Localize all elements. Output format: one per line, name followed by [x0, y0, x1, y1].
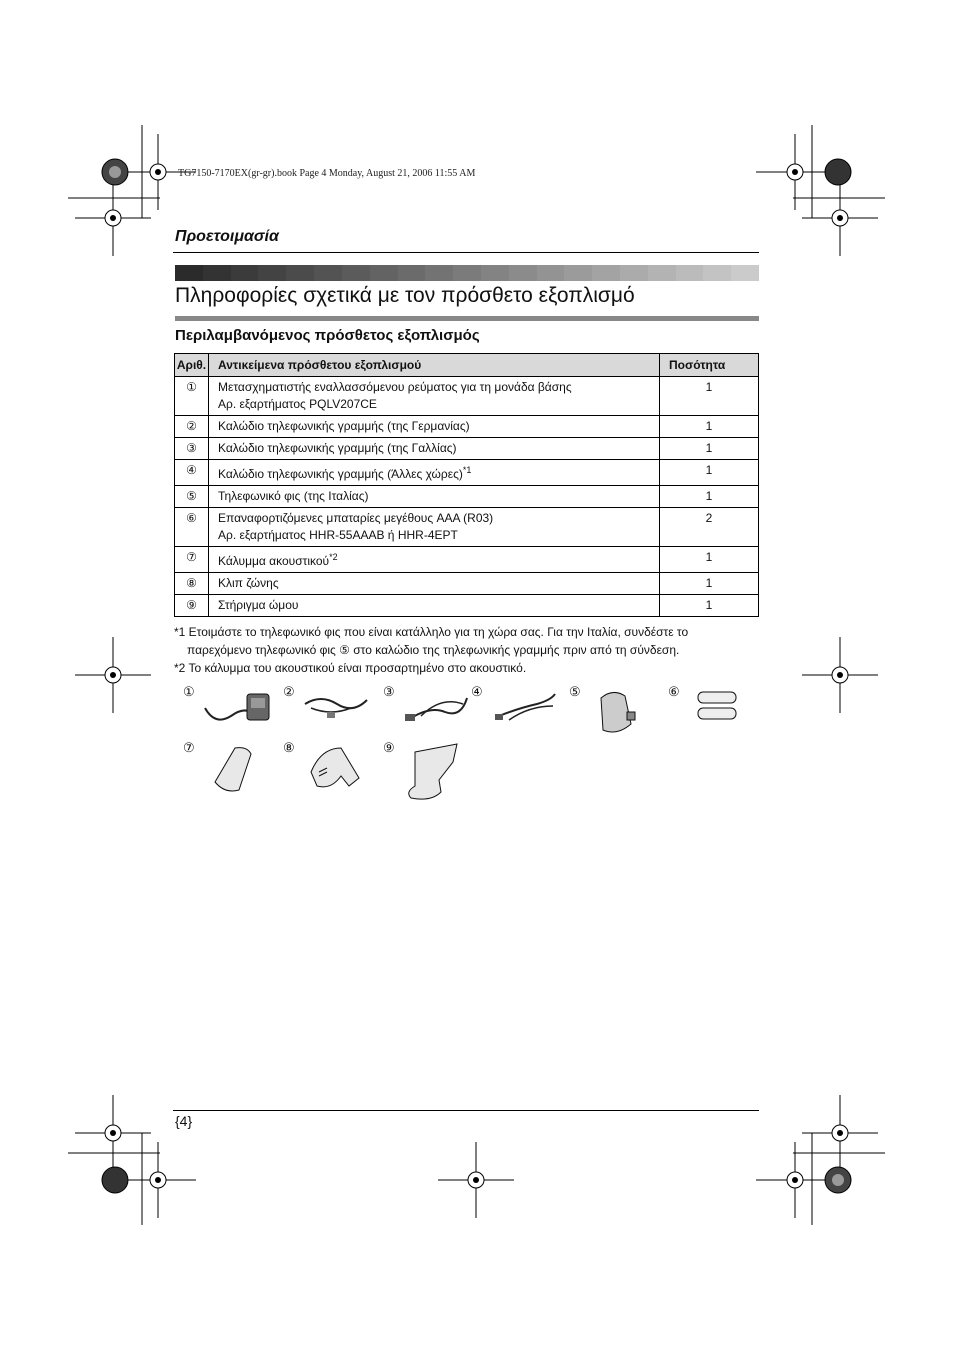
accessory-batteries — [668, 684, 764, 756]
ac-adaptor-icon — [201, 686, 271, 731]
battery-icon — [686, 686, 746, 726]
table-row — [175, 486, 759, 508]
table-row — [175, 416, 759, 438]
row-number: ⑥ — [175, 508, 209, 547]
accessory-number: ① — [183, 684, 195, 699]
page-title: Πληροφορίες σχετικά με τον πρόσθετο εξοπλισμό — [175, 284, 635, 307]
row-quantity: 2 — [660, 508, 759, 547]
accessory-shoulder-rest — [383, 740, 479, 812]
item-line-1: Επαναφορτιζόμενες μπαταρίες μεγέθους AAA (R03) — [218, 511, 494, 525]
footnote-1-line-2: παρεχόμενο τηλεφωνικό φις ⑤ στο καλώδιο της τηλεφωνικής γραμμής πριν από τη σύνδεση. — [187, 643, 680, 657]
item-line-2: Αρ. εξαρτήματος PQLV207CE — [218, 397, 377, 411]
title-underline — [175, 316, 759, 321]
accessory-cord-other — [471, 684, 567, 756]
table-row — [175, 438, 759, 460]
accessory-number: ⑨ — [383, 740, 395, 755]
row-quantity: 1 — [660, 547, 759, 573]
phone-cord-icon — [301, 686, 371, 731]
row-item: Καλώδιο τηλεφωνικής γραμμής (της Γαλλίας) — [209, 438, 660, 460]
table-row — [175, 573, 759, 595]
row-number: ③ — [175, 438, 209, 460]
row-number: ② — [175, 416, 209, 438]
column-header-item: Αντικείμενα πρόσθετου εξοπλισμού — [209, 354, 660, 377]
accessory-number: ⑥ — [668, 684, 680, 699]
row-item — [209, 547, 660, 573]
row-number: ④ — [175, 460, 209, 486]
print-header: TG7150-7170EX(gr-gr).book Page 4 Monday, August 21, 2006 11:55 AM — [178, 168, 476, 179]
row-item — [209, 377, 660, 416]
phone-plug-icon — [587, 686, 647, 741]
row-quantity: 1 — [660, 573, 759, 595]
table-row — [175, 460, 759, 486]
row-item: Τηλεφωνικό φις (της Ιταλίας) — [209, 486, 660, 508]
footnote-2: *2 Το κάλυμμα του ακουστικού είναι προσαρτημένο στο ακουστικό. — [174, 661, 527, 675]
column-header-quantity: Ποσότητα — [660, 354, 759, 377]
footnote-ref: *1 — [462, 465, 472, 475]
section-label: Προετοιμασία — [175, 228, 279, 245]
column-header-number: Αριθ. — [175, 354, 209, 377]
item-line-2: Αρ. εξαρτήματος HHR-55AAAB ή HHR-4EPT — [218, 528, 458, 542]
row-number: ⑤ — [175, 486, 209, 508]
item-line-1: Μετασχηματιστής εναλλασσόμενου ρεύματος για τη μονάδα βάσης — [218, 380, 572, 394]
footer-rule — [173, 1110, 759, 1111]
row-item — [209, 508, 660, 547]
header-rule — [173, 252, 759, 253]
row-item: Στήριγμα ώμου — [209, 595, 660, 617]
accessory-number: ④ — [471, 684, 483, 699]
footnote-ref: *2 — [329, 552, 338, 562]
gradient-bar — [175, 265, 759, 281]
accessory-number: ⑧ — [283, 740, 295, 755]
handset-cover-icon — [201, 742, 261, 797]
row-number: ⑧ — [175, 573, 209, 595]
accessory-number: ⑤ — [569, 684, 581, 699]
footnote-1-line-1: *1 Ετοιμάστε το τηλεφωνικό φις που είναι κατάλληλο για τη χώρα σας. Για την Ιταλία, συνδέστε το — [174, 625, 689, 639]
row-quantity: 1 — [660, 438, 759, 460]
row-quantity: 1 — [660, 377, 759, 416]
shoulder-rest-icon — [401, 742, 471, 808]
row-item: Καλώδιο τηλεφωνικής γραμμής (της Γερμανίας) — [209, 416, 660, 438]
item-line-1: Κάλυμμα ακουστικού — [218, 554, 330, 568]
accessory-number: ③ — [383, 684, 395, 699]
table-row — [175, 547, 759, 573]
footnotes — [174, 623, 764, 677]
table-row — [175, 377, 759, 416]
row-number: ① — [175, 377, 209, 416]
section-subtitle: Περιλαμβανόμενος πρόσθετος εξοπλισμός — [175, 327, 480, 344]
belt-clip-icon — [301, 742, 371, 797]
row-quantity: 1 — [660, 595, 759, 617]
accessory-belt-clip — [283, 740, 379, 812]
phone-cord-icon — [489, 686, 559, 731]
accessory-handset-cover — [183, 740, 279, 812]
row-item — [209, 460, 660, 486]
table-header-row — [175, 354, 759, 377]
table-row — [175, 508, 759, 547]
row-number: ⑨ — [175, 595, 209, 617]
accessory-italy-plug — [569, 684, 665, 756]
accessories-table — [174, 353, 759, 617]
page-number: {4} — [175, 1113, 193, 1129]
row-quantity: 1 — [660, 416, 759, 438]
row-quantity: 1 — [660, 460, 759, 486]
accessory-number: ⑦ — [183, 740, 195, 755]
item-line-1: Καλώδιο τηλεφωνικής γραμμής (Άλλες χώρες) — [218, 467, 463, 481]
row-item: Κλιπ ζώνης — [209, 573, 660, 595]
phone-cord-icon — [401, 686, 471, 731]
accessory-number: ② — [283, 684, 295, 699]
row-number: ⑦ — [175, 547, 209, 573]
row-quantity: 1 — [660, 486, 759, 508]
table-row — [175, 595, 759, 617]
